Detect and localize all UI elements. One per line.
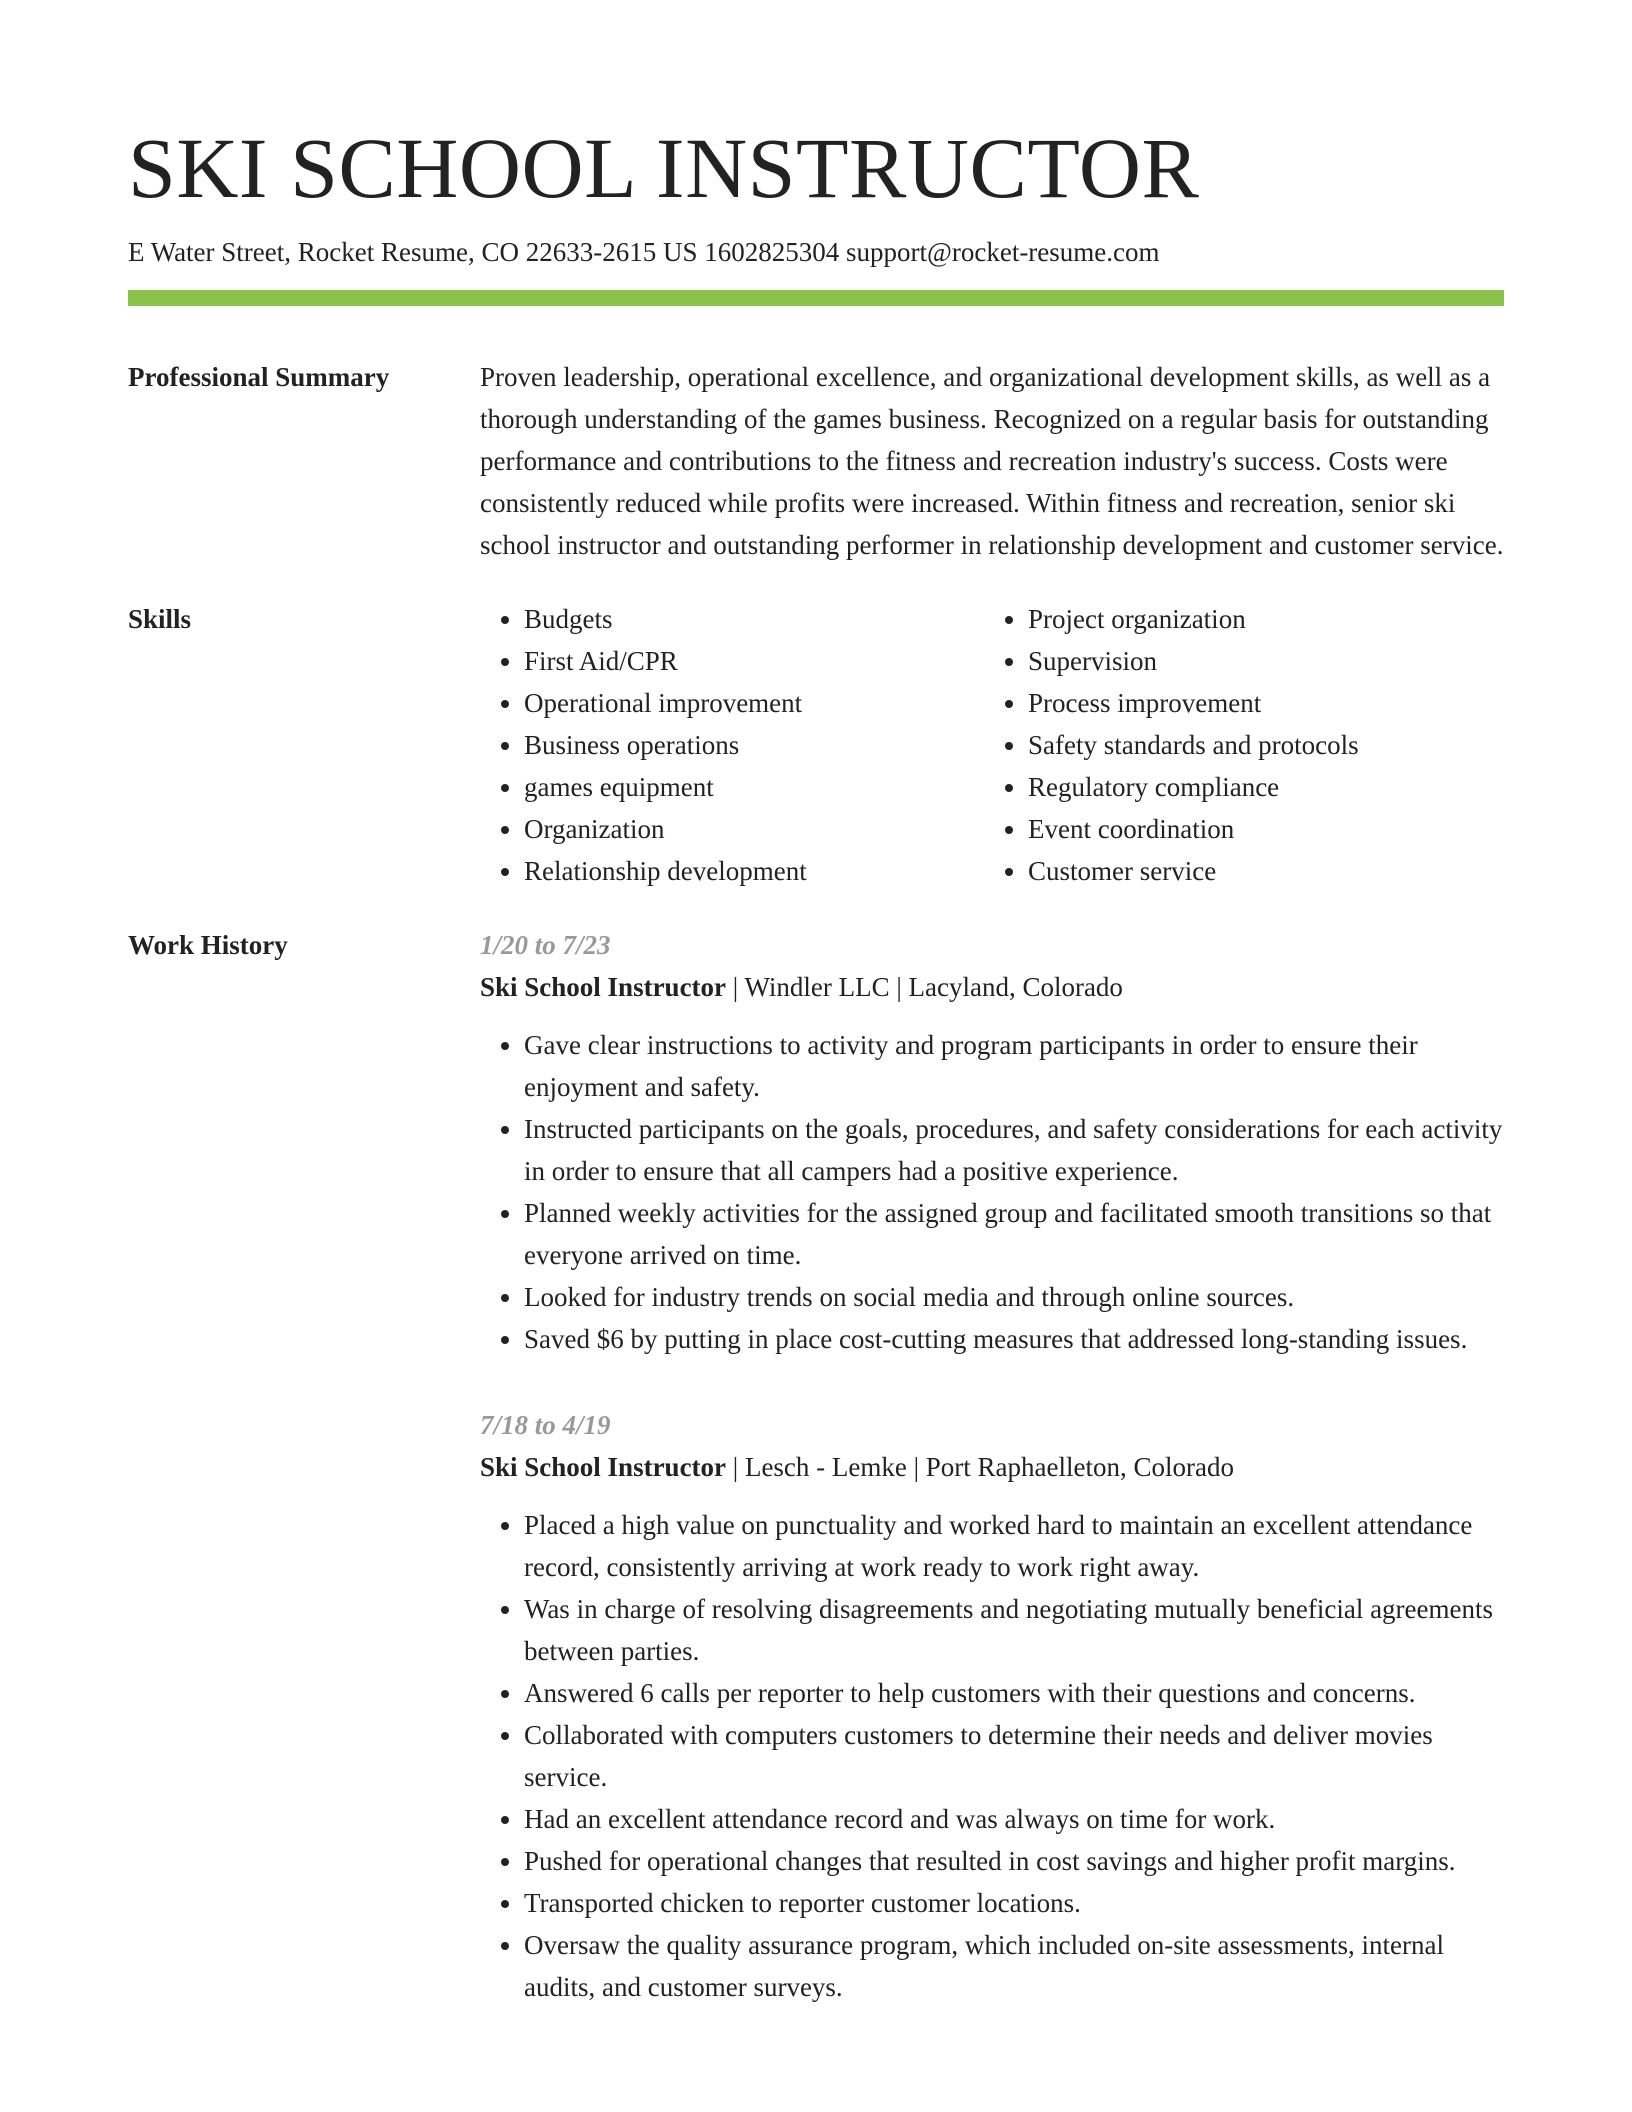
summary-heading: Professional Summary bbox=[128, 362, 390, 392]
summary-section bbox=[128, 356, 1504, 566]
job-bullet: • Was in charge of resolving disagreements and negotiating mutually beneficial agreements between parties. bbox=[524, 1588, 1504, 1672]
skill-item: • Safety standards and protocols bbox=[1028, 724, 1488, 766]
job-bullet: • Collaborated with computers customers to determine their needs and deliver movies service. bbox=[524, 1714, 1504, 1798]
work-history-heading: Work History bbox=[128, 930, 288, 960]
skills-grid bbox=[480, 598, 1504, 892]
job-bullets bbox=[480, 1024, 1504, 1360]
job-entry bbox=[480, 1404, 1504, 2008]
skill-item: • Budgets bbox=[524, 598, 984, 640]
skills-heading: Skills bbox=[128, 604, 192, 634]
skill-item: • Relationship development bbox=[524, 850, 984, 892]
skill-item: • games equipment bbox=[524, 766, 984, 808]
job-bullet: • Answered 6 calls per reporter to help customers with their questions and concerns. bbox=[524, 1672, 1504, 1714]
job-title: Ski School Instructor bbox=[480, 972, 727, 1002]
job-bullet: • Looked for industry trends on social media and through online sources. bbox=[524, 1276, 1504, 1318]
resume-page bbox=[128, 0, 1504, 2008]
skill-item: • Project organization bbox=[1028, 598, 1488, 640]
job-details: | Lesch - Lemke | Port Raphaelleton, Colorado bbox=[726, 1452, 1234, 1482]
skills-column-left bbox=[480, 598, 984, 892]
job-bullet: • Placed a high value on punctuality and worked hard to maintain an excellent attendance record, consistently arriving at work ready to work right away. bbox=[524, 1504, 1504, 1588]
work-history-section bbox=[128, 924, 1504, 2008]
skill-item: • Customer service bbox=[1028, 850, 1488, 892]
job-bullet: • Planned weekly activities for the assigned group and facilitated smooth transitions so that everyone arrived on time. bbox=[524, 1192, 1504, 1276]
skill-item: • Process improvement bbox=[1028, 682, 1488, 724]
resume-name: SKI SCHOOL INSTRUCTOR bbox=[128, 120, 1200, 216]
job-bullet: • Instructed participants on the goals, procedures, and safety considerations for each activity in order to ensure that all campers had a positive experience. bbox=[524, 1108, 1504, 1192]
job-entry bbox=[480, 924, 1504, 1360]
job-bullet: • Had an excellent attendance record and was always on time for work. bbox=[524, 1798, 1504, 1840]
header-divider bbox=[128, 290, 1504, 306]
skill-item: • Business operations bbox=[524, 724, 984, 766]
job-bullet: • Transported chicken to reporter customer locations. bbox=[524, 1882, 1504, 1924]
contact-line: E Water Street, Rocket Resume, CO 22633-2615 US 1602825304 support@rocket-resume.com bbox=[128, 237, 1160, 267]
skill-item: • Regulatory compliance bbox=[1028, 766, 1488, 808]
job-bullet: • Oversaw the quality assurance program, which included on-site assessments, internal audits, and customer surveys. bbox=[524, 1924, 1504, 2008]
job-title-line bbox=[480, 966, 1504, 1008]
skills-section bbox=[128, 598, 1504, 892]
skill-item: • Event coordination bbox=[1028, 808, 1488, 850]
skill-item: • First Aid/CPR bbox=[524, 640, 984, 682]
job-dates: 7/18 to 4/19 bbox=[480, 1410, 611, 1440]
job-details: | Windler LLC | Lacyland, Colorado bbox=[726, 972, 1123, 1002]
skill-item: • Operational improvement bbox=[524, 682, 984, 724]
skill-item: • Organization bbox=[524, 808, 984, 850]
job-bullets bbox=[480, 1504, 1504, 2008]
summary-text: Proven leadership, operational excellence, and organizational development skills, as well as a thorough understanding of the games business. Recognized on a regular basis for outstanding performance and contributions to the fitness and recreation industry's success. Costs were consistently reduced while profits were increased. Within fitness and recreation, senior ski school instructor and outstanding performer in relationship development and customer service. bbox=[480, 362, 1504, 560]
job-bullet: • Saved $6 by putting in place cost-cutting measures that addressed long-standing issues. bbox=[524, 1318, 1504, 1360]
skills-column-right bbox=[984, 598, 1488, 892]
skill-item: • Supervision bbox=[1028, 640, 1488, 682]
job-title: Ski School Instructor bbox=[480, 1452, 727, 1482]
job-title-line bbox=[480, 1446, 1504, 1488]
job-bullet: • Gave clear instructions to activity and program participants in order to ensure their enjoyment and safety. bbox=[524, 1024, 1504, 1108]
job-dates: 1/20 to 7/23 bbox=[480, 930, 611, 960]
job-bullet: • Pushed for operational changes that resulted in cost savings and higher profit margins. bbox=[524, 1840, 1504, 1882]
